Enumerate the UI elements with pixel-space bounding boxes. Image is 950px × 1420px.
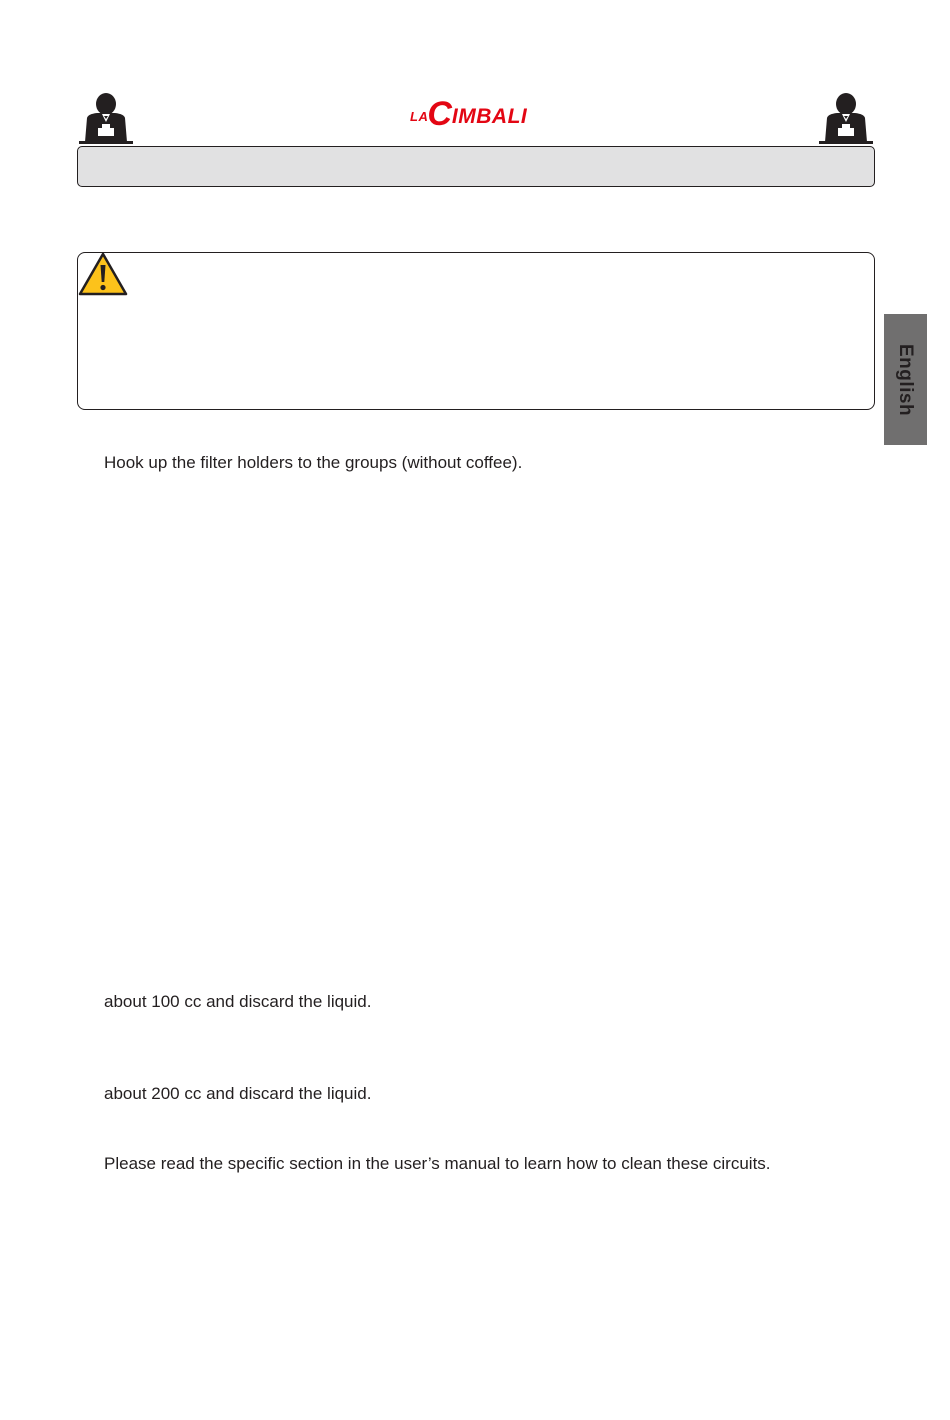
instruction-line-3: about 200 cc and discard the liquid. [104,1084,372,1103]
language-tab [884,314,927,445]
section-header-bar [77,146,875,187]
language-tab-label: English [895,343,917,416]
brand-logo: LA C IMBALI [410,95,528,133]
warning-box [77,252,875,410]
waiter-icon [817,92,875,146]
instruction-line-2: about 100 cc and discard the liquid. [104,992,372,1011]
warning-triangle-icon [77,251,129,297]
instruction-line-4: Please read the specific section in the user’s manual to learn how to clean these circuits. [104,1154,771,1173]
instruction-line-1: Hook up the filter holders to the groups (without coffee). [104,453,523,472]
waiter-icon [77,92,135,146]
